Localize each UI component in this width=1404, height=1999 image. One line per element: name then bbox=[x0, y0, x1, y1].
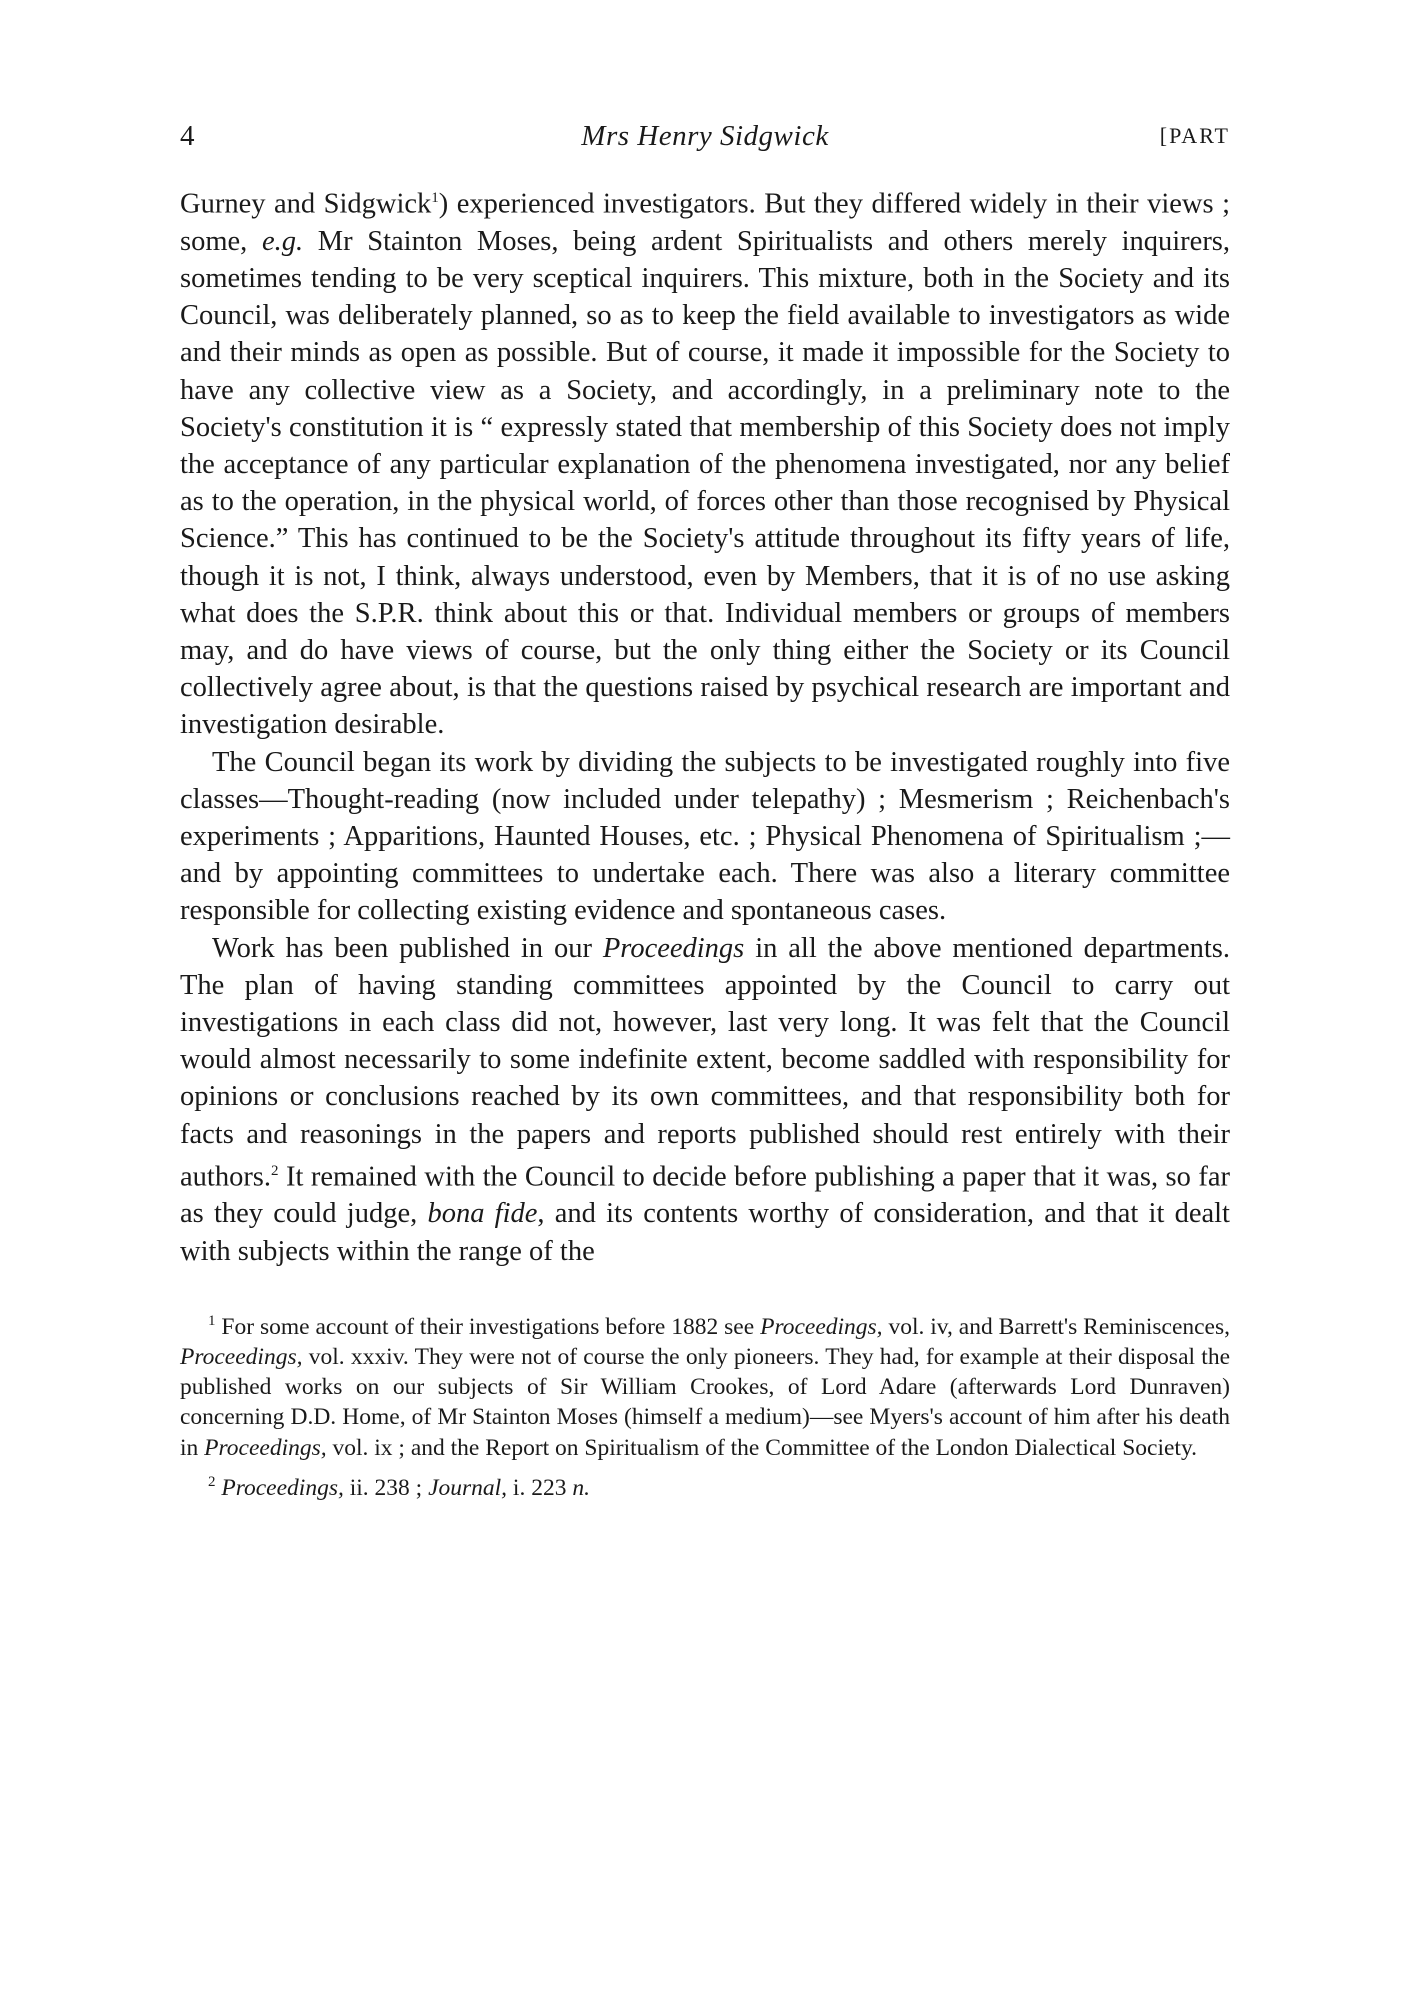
running-header bbox=[180, 112, 1230, 160]
page-number: 4 bbox=[180, 120, 195, 152]
paragraph-1 bbox=[180, 180, 1230, 744]
footnote-reference-2: 2 bbox=[271, 1162, 279, 1179]
text-run: i. 223 bbox=[512, 1474, 567, 1501]
text-run: For some account of their investigations before 1882 see bbox=[221, 1313, 755, 1340]
italic-text: Proceedings, bbox=[221, 1474, 344, 1501]
text-run: Mr Stainton Moses, being ardent Spiritualists and others merely inquirers, sometimes tending to be very sceptical inquirers. This mixture, both in the Society and its Council, was deliberately planned, so as to keep the field available to investigators as wide and their minds as open as possible. But of course, it made it impossible for the Society to have any collective view as a Society, and accordingly, in a preliminary note to the Society's constitution it is “ expressly stated that membership of this Society does not imply the acceptance of any particular explanation of the phenomena investigated, nor any belief as to the operation, in the physical world, of forces other than those recognised by Physical Science.” This has continued to be the Society's attitude throughout its fifty years of life, though it is not, I think, always understood, even by Members, that it is of no use asking what does the S.P.R. think about this or that. Individual members or groups of members may, and do have views of course, but the only thing either the Society or its Council collectively agree about, is that the questions raised by psychical research are important and investigation desirable. bbox=[180, 225, 1231, 741]
footnote-reference-1: 1 bbox=[431, 190, 439, 206]
paragraph-2: The Council began its work by dividing the subjects to be investigated roughly into five classes—Thought-reading (now included under telepathy) ; Mesmerism ; Reichenbach's experiments ; Apparitions, Haunted Houses, etc. ; Physical Phenomena of Spiritualism ;—and by appointing committees to undertake each. There was also a literary committee responsible for collecting existing evidence and spontaneous cases. bbox=[180, 746, 1230, 927]
text-run: It remained with the Council to decide before publishing a paper that it was, so far as they could judge, bbox=[180, 1161, 1230, 1230]
italic-text: e.g. bbox=[261, 225, 304, 257]
italic-text: Proceedings, bbox=[760, 1313, 883, 1340]
text-run: in all the above mentioned departments. The plan of having standing committees appointed by the Council to carry out investigations in each class did not, however, last very long. It was felt that the Council would almost necessarily to some indefinite extent, become saddled with responsibility for opinions or conclusions reached by its own committees, and that responsibility both for facts and reasonings in the papers and reports published should rest entirely with their authors. bbox=[180, 932, 1231, 1193]
body-text bbox=[180, 180, 1230, 1270]
text-run: Work has been published in our bbox=[212, 932, 592, 964]
text-run: ) experienced investigators. But they differed widely in their views ; some, bbox=[180, 188, 1230, 257]
footnote-1 bbox=[180, 1306, 1230, 1463]
italic-text: Proceedings bbox=[602, 932, 745, 964]
book-page bbox=[180, 112, 1230, 1507]
italic-text: n. bbox=[572, 1474, 590, 1501]
running-title: Mrs Henry Sidgwick bbox=[581, 120, 829, 152]
footnote-2 bbox=[180, 1467, 1230, 1503]
text-run: , and its contents worthy of consideration, and that it dealt with subjects within the range of the bbox=[180, 1198, 1230, 1267]
footnotes bbox=[180, 1306, 1230, 1503]
italic-text: Proceedings, bbox=[204, 1434, 327, 1461]
footnote-mark-1: 1 bbox=[208, 1312, 216, 1329]
text-run: vol. xxxiv. They were not of course the only pioneers. They had, for example at their disposal the published works on our subjects of Sir William Crookes, of Lord Adare (afterwards Lord Dunraven) concerning D.D. Home, of Mr Stainton Moses (himself a medium)—see Myers's account of him after his death in bbox=[180, 1343, 1231, 1461]
paragraph-3 bbox=[180, 930, 1230, 1270]
italic-text: Journal, bbox=[428, 1474, 508, 1501]
text-run: Gurney and Sidgwick bbox=[180, 188, 432, 220]
text-run: ii. 238 ; bbox=[349, 1474, 423, 1501]
text-run: vol. ix ; and the Report on Spiritualism of the Committee of the London Dialectical Society. bbox=[332, 1434, 1198, 1461]
italic-text: Proceedings, bbox=[180, 1343, 303, 1370]
footnote-mark-2: 2 bbox=[208, 1473, 216, 1490]
italic-text: bona fide bbox=[427, 1198, 538, 1230]
text-run: vol. iv, and Barrett's Reminiscences, bbox=[888, 1313, 1231, 1340]
part-marker: [PART bbox=[1159, 123, 1230, 148]
